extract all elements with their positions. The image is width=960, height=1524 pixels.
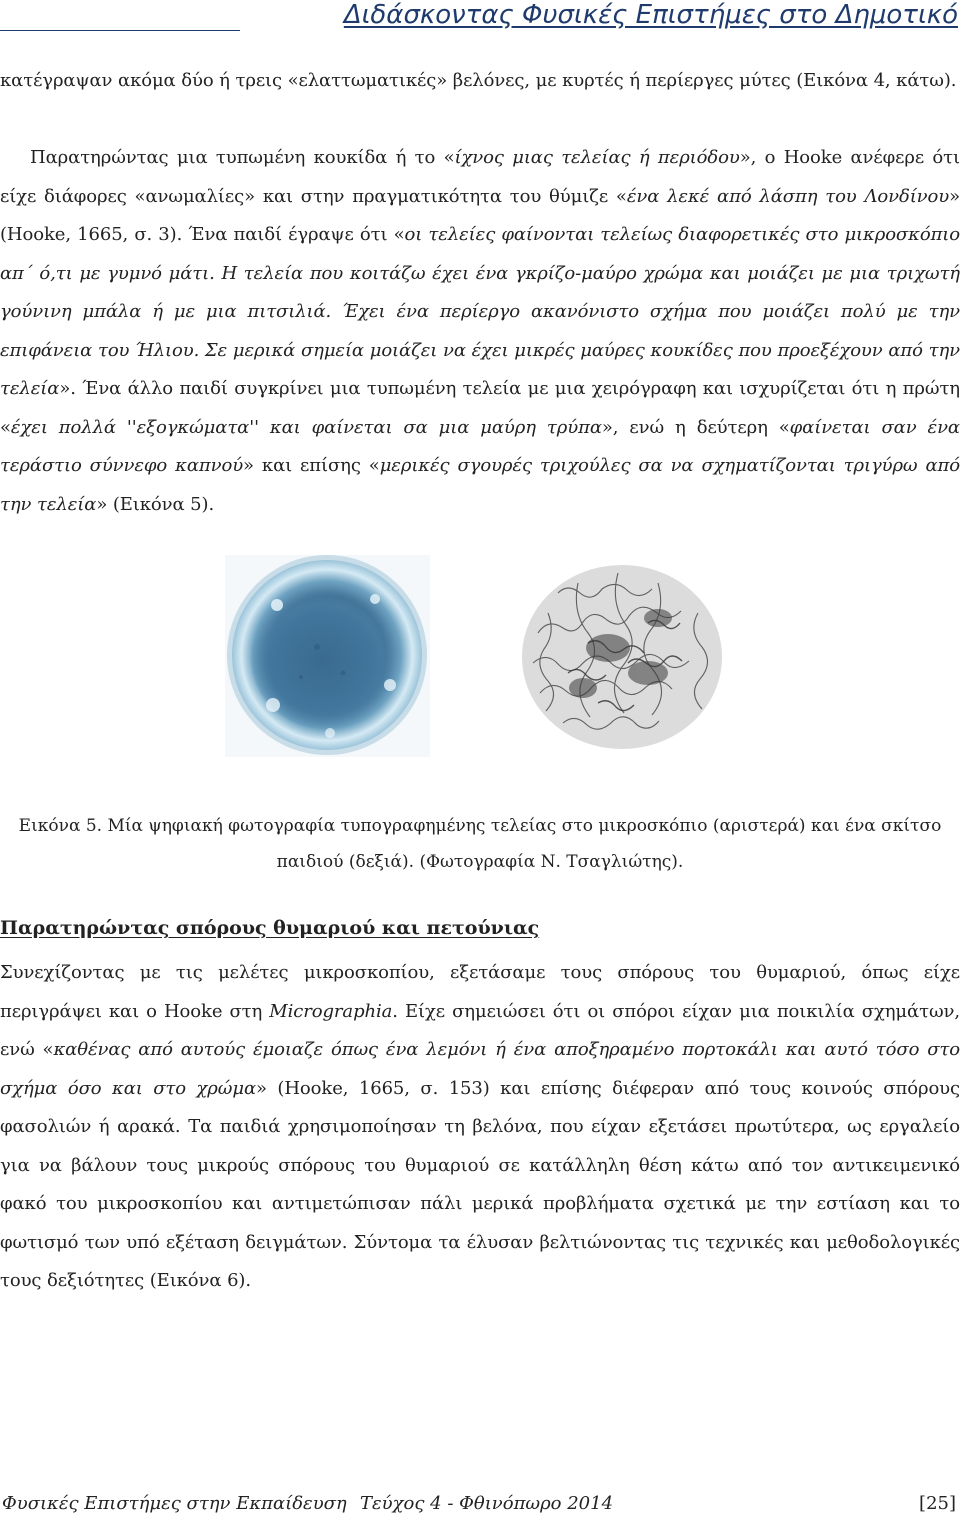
section-heading: Παρατηρώντας σπόρους θυμαριού και πετούνιας — [0, 917, 540, 939]
s-text-2: . Είχε σημειώσει ότι οι σπόροι είχαν μια ποικιλία σχημάτων, ενώ « — [0, 1000, 960, 1060]
paragraph-hooke-dot — [0, 139, 960, 524]
s-text-3: » (Hooke, 1665, σ. 153) και επίσης διέφεραν από τους κοινούς σπόρους φασολιών ή αρακά. Τα παιδιά χρησιμοποίησαν τη βελόνα, που είχαν εξετάσει πρωτύτερα, ως εργαλείο για να βάλουν τους μικρούς σπόρους του θυμαριού σε κατάλληλη θέση κάτω από τον αντικειμενικό φακό του μικροσκοπίου και αντιμετώπισαν πάλι μερικά προβλήματα σχετικά με την εστίαση και το φωτισμό των υπό εξέταση δειγμάτων. Σύντομα τα έλυσαν βελτιώνοντας τις τεχνικές και μεθοδολογικές τους δεξιότητες (Εικόνα 6). — [0, 1077, 960, 1291]
section-body — [0, 954, 960, 1301]
figure-caption: Εικόνα 5. Μία ψηφιακή φωτογραφία τυπογραφημένης τελείας στο μικροσκόπιο (αριστερά) και ένα σκίτσο παιδιού (δεξιά). (Φωτογραφία Ν. Τσαγλιώτης). — [18, 816, 942, 872]
s-text-1: Συνεχίζοντας με τις μελέτες μικροσκοπίου, εξετάσαμε τους σπόρους του θυμαριού, όπως είχε περιγράψει και ο Hooke στη — [0, 962, 960, 1022]
s-italic-micrographia: Micrographia — [269, 1000, 393, 1022]
header-title: Διδάσκοντας Φυσικές Επιστήμες στο Δημοτικό — [343, 0, 958, 30]
p2-text-7: » (Εικόνα 5). — [96, 493, 215, 515]
page-header — [0, 0, 960, 42]
paragraph-continued — [0, 62, 960, 101]
p2-quote-2: ένα λεκέ από λάσπη του Λονδίνου — [626, 185, 950, 207]
header-rule — [0, 30, 240, 31]
p2-quote-3: οι τελείες φαίνονται τελείως διαφορετικές στο μικροσκόπιο απ΄ ό,τι με γυμνό μάτι. Η τελεία που κοιτάζω έχει ένα γκρίζο-μαύρο χρώμα και μοιάζει με μια τριχωτή γούνινη μπάλα ή με μια πιτσιλιά. Έχει ένα περίεργο ακανόνιστο σχήμα που μοιάζει πολύ με την επιφάνεια του Ήλιου. Σε μερικά σημεία μοιάζει να έχει μικρές μαύρες κουκίδες που προεξέχουν από την τελεία — [0, 224, 960, 399]
microscope-dot-photo — [225, 555, 430, 757]
page-footer — [0, 1493, 960, 1521]
p2-quote-1: ίχνος μιας τελείας ή περιόδου — [454, 147, 740, 168]
paragraph-2 — [0, 139, 960, 524]
p2-quote-4: έχει πολλά ''εξογκώματα'' και φαίνεται σα μια μαύρη τρύπα — [10, 416, 602, 438]
p2-text-6: » και επίσης « — [243, 455, 380, 476]
footer-issue: Τεύχος 4 - Φθινόπωρο 2014 — [360, 1493, 614, 1514]
s-quote-lemon: καθένας από αυτούς έμοιαζε όπως ένα λεμόνι ή ένα αποξηραμένο πορτοκάλι και αυτό τόσο στο σχήμα όσο και στο χρώμα — [0, 1039, 960, 1099]
p2-text-2: », ο Hooke ανέφερε ότι είχε διάφορες «ανωμαλίες» και στην πραγματικότητα του θύμιζε « — [0, 147, 960, 207]
p2-text-4: ». Ένα άλλο παιδί συγκρίνει μια τυπωμένη τελεία με μια χειρόγραφη και ισχυρίζεται ότι η πρώτη « — [0, 378, 960, 438]
footer-page-number: [25] — [919, 1493, 956, 1514]
p2-quote-5: φαίνεται σαν ένα τεράστιο σύννεφο καπνού — [0, 416, 960, 476]
footer-journal: Φυσικές Επιστήμες στην Εκπαίδευση — [2, 1493, 347, 1514]
p2-text-5: », ενώ η δεύτερη « — [601, 416, 790, 438]
child-sketch-dot — [508, 553, 736, 759]
p2-text-1: Παρατηρώντας μια τυπωμένη κουκίδα ή το « — [30, 147, 455, 168]
paragraph-thyme-seeds — [0, 954, 960, 1301]
p2-text-3: » (Hooke, 1665, σ. 3). Ένα παιδί έγραψε ότι « — [0, 185, 960, 245]
p2-quote-6: μερικές σγουρές τριχούλες σα να σχηματίζονται τριγύρω από την τελεία — [0, 455, 960, 515]
figure-5 — [0, 555, 960, 765]
paragraph-1: κατέγραψαν ακόμα δύο ή τρεις «ελαττωματικές» βελόνες, με κυρτές ή περίεργες μύτες (Εικόνα 4, κάτω). — [0, 70, 957, 91]
